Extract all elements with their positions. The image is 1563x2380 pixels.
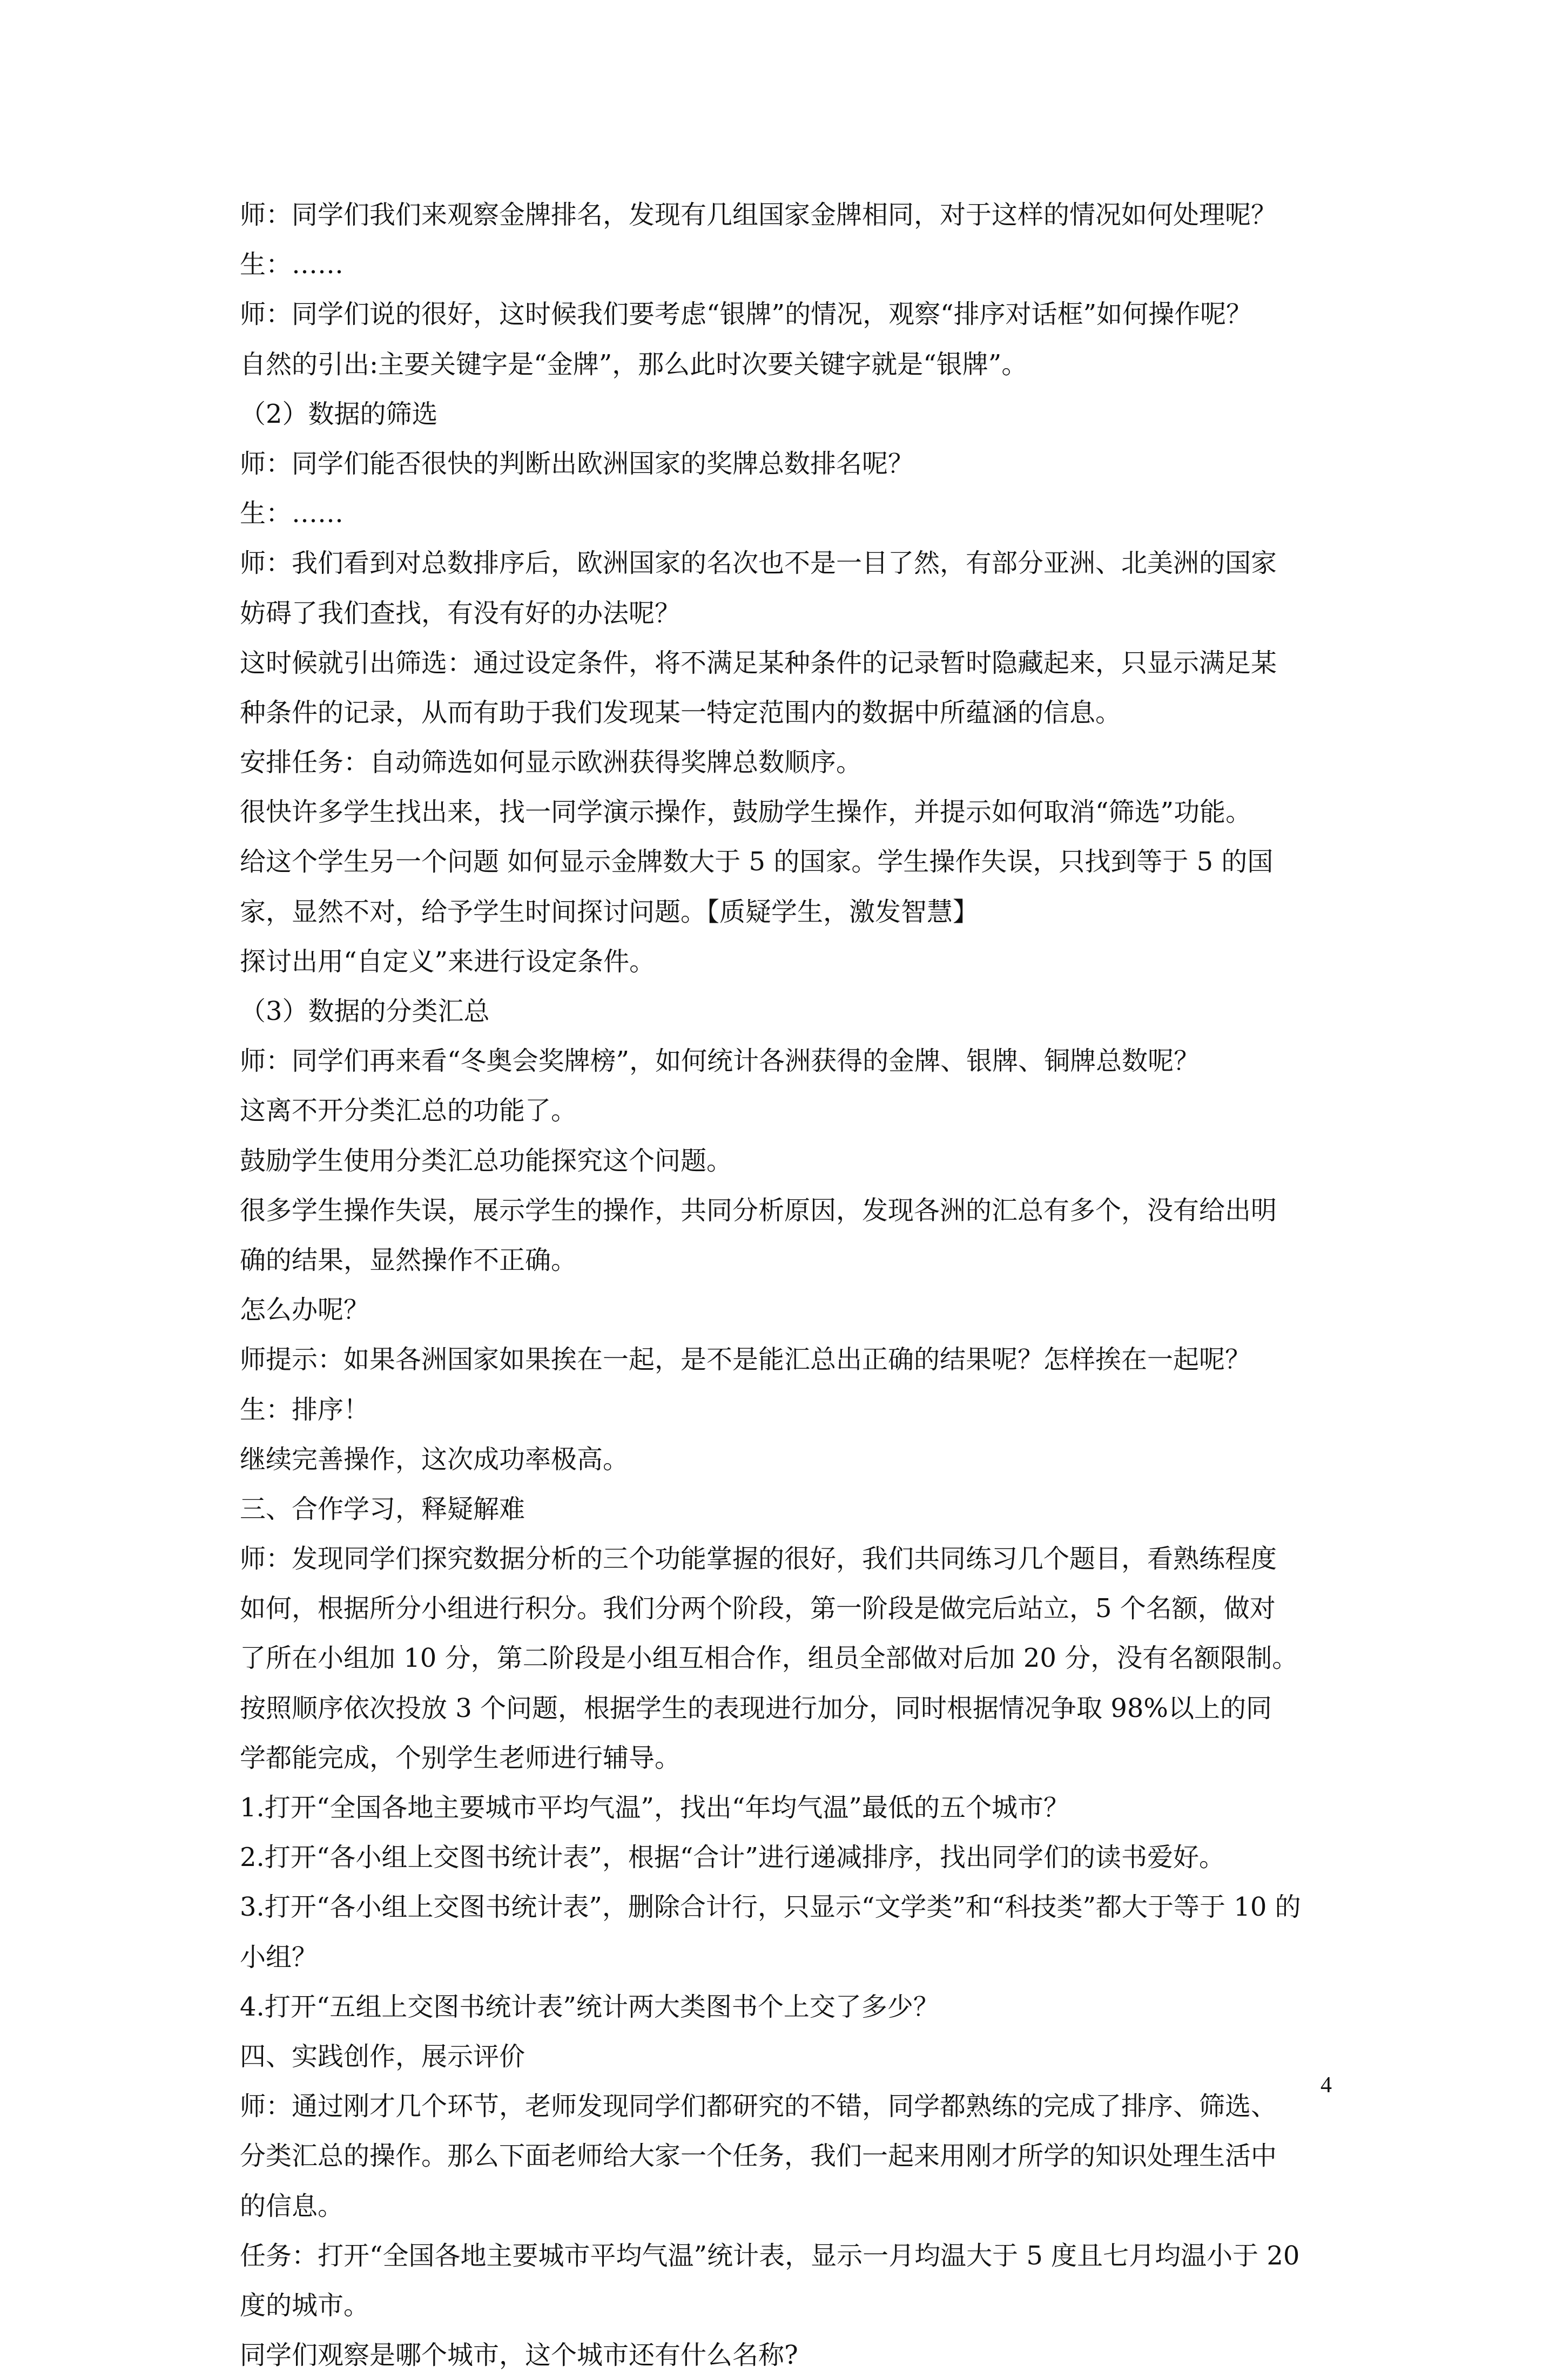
text-line: 分类汇总的操作。那么下面老师给大家一个任务，我们一起来用刚才所学的知识处理生活中	[240, 2141, 1277, 2172]
text-line: 3.打开“各小组上交图书统计表”，删除合计行，只显示“文学类”和“科技类”都大于等于 10 的	[240, 1892, 1301, 1923]
text-line: 这时候就引出筛选：通过设定条件，将不满足某种条件的记录暂时隐藏起来，只显示满足某	[240, 647, 1277, 678]
text-line: 师：同学们再来看“冬奥会奖牌榜”，如何统计各洲获得的金牌、银牌、铜牌总数呢？	[240, 1046, 1200, 1077]
text-line: 师：我们看到对总数排序后，欧洲国家的名次也不是一目了然，有部分亚洲、北美洲的国家	[240, 548, 1277, 579]
text-line: 种条件的记录，从而有助于我们发现某一特定范围内的数据中所蕴涵的信息。	[240, 697, 1122, 728]
page-number: 4	[1321, 2073, 1332, 2098]
text-line: （2）数据的筛选	[240, 398, 438, 429]
text-line: 了所在小组加 10 分，第二阶段是小组互相合作，组员全部做对后加 20 分，没有名额限制。	[240, 1643, 1298, 1674]
text-line: 1.打开“全国各地主要城市平均气温”，找出“年均气温”最低的五个城市？	[240, 1793, 1069, 1823]
text-line: 的信息。	[240, 2190, 344, 2221]
text-line: 怎么办呢？	[240, 1295, 370, 1326]
text-line: 鼓励学生使用分类汇总功能探究这个问题。	[240, 1145, 733, 1176]
body-text	[240, 190, 1336, 2380]
text-line: 师：同学们说的很好，这时候我们要考虑“银牌”的情况，观察“排序对话框”如何操作呢？	[240, 299, 1252, 330]
text-line: 四、实践创作，展示评价	[240, 2041, 526, 2072]
text-line: 师：同学们我们来观察金牌排名，发现有几组国家金牌相同，对于这样的情况如何处理呢？	[240, 200, 1277, 230]
text-line: 度的城市。	[240, 2290, 370, 2321]
text-line: （3）数据的分类汇总	[240, 996, 490, 1026]
text-line: 探讨出用“自定义”来进行设定条件。	[240, 946, 656, 977]
text-line: 师：发现同学们探究数据分析的三个功能掌握的很好，我们共同练习几个题目，看熟练程度	[240, 1544, 1277, 1574]
text-line: 同学们观察是哪个城市，这个城市还有什么名称?	[240, 2340, 798, 2371]
text-line: 确的结果，显然操作不正确。	[240, 1245, 577, 1275]
text-line: 很快许多学生找出来，找一同学演示操作，鼓励学生操作，并提示如何取消“筛选”功能。	[240, 797, 1252, 828]
text-line: 2.打开“各小组上交图书统计表”，根据“合计”进行递减排序，找出同学们的读书爱好。	[240, 1842, 1225, 1873]
text-line: 三、合作学习，释疑解难	[240, 1493, 526, 1524]
text-line: 师：同学们能否很快的判断出欧洲国家的奖牌总数排名呢？	[240, 448, 914, 479]
text-line: 家，显然不对，给予学生时间探讨问题。【质疑学生，激发智慧】	[240, 896, 979, 927]
text-line: 4.打开“五组上交图书统计表”统计两大类图书个上交了多少？	[240, 1991, 939, 2022]
text-line: 妨碍了我们查找，有没有好的办法呢？	[240, 598, 681, 628]
text-line: 很多学生操作失误，展示学生的操作，共同分析原因，发现各洲的汇总有多个，没有给出明	[240, 1195, 1277, 1226]
text-line: 生：排序！	[240, 1394, 370, 1425]
text-line: 学都能完成，个别学生老师进行辅导。	[240, 1742, 681, 1773]
text-line: 师提示：如果各洲国家如果挨在一起，是不是能汇总出正确的结果呢？怎样挨在一起呢？	[240, 1344, 1251, 1375]
text-line: 安排任务：自动筛选如何显示欧洲获得奖牌总数顺序。	[240, 747, 863, 778]
text-line: 按照顺序依次投放 3 个问题，根据学生的表现进行加分，同时根据情况争取 98%以上的同	[240, 1693, 1272, 1723]
text-line: 师：通过刚才几个环节，老师发现同学们都研究的不错，同学都熟练的完成了排序、筛选、	[240, 2091, 1277, 2122]
text-line: 任务：打开“全国各地主要城市平均气温”统计表，显示一月均温大于 5 度且七月均温小于 20	[240, 2240, 1300, 2271]
text-line: 生：……	[240, 498, 344, 529]
text-line: 给这个学生另一个问题 如何显示金牌数大于 5 的国家。学生操作失误，只找到等于 5 的国	[240, 847, 1274, 877]
text-line: 自然的引出:主要关键字是“金牌”，那么此时次要关键字就是“银牌”。	[240, 349, 1028, 380]
text-line: 如何，根据所分小组进行积分。我们分两个阶段，第一阶段是做完后站立，5 个名额，做对	[240, 1593, 1276, 1624]
text-line: 继续完善操作，这次成功率极高。	[240, 1444, 629, 1475]
text-line: 这离不开分类汇总的功能了。	[240, 1096, 577, 1126]
text-line: 小组？	[240, 1942, 318, 1972]
text-line: 生：……	[240, 249, 344, 280]
